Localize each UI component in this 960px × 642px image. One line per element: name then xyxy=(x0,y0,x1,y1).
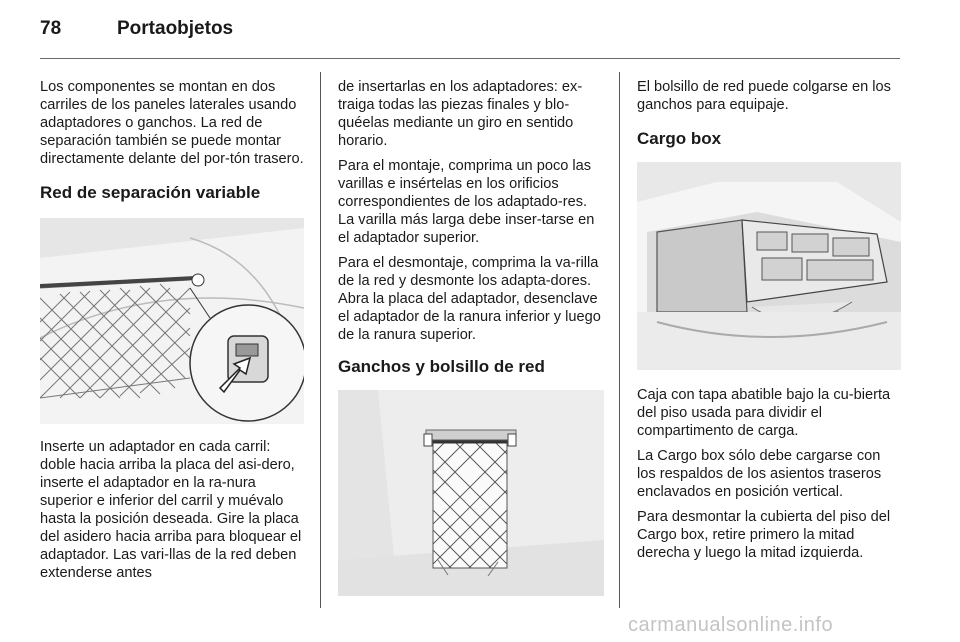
page-number: 78 xyxy=(40,18,62,39)
column-3 xyxy=(637,78,901,569)
paragraph: El bolsillo de red puede colgarse en los ganchos para equipaje. xyxy=(637,79,891,113)
column-divider xyxy=(320,72,321,608)
paragraph: Para el montaje, comprima un poco las varillas e insértelas en los orificios correspondientes de los adaptado-res. La varilla más larga debe inser-tarse en el adaptador superior. xyxy=(338,158,595,246)
paragraph: Inserte un adaptador en cada carril: doble hacia arriba la placa del asi-dero, inserte el adaptador en la ra-nura superior e inferior del carril y muévalo hasta la posición deseada. Gire la placa del asidero hacia arriba para bloquear el adaptador. Las vari-llas de la red deben extenderse antes xyxy=(40,439,302,581)
column-divider xyxy=(619,72,620,608)
figure-cargo-box xyxy=(637,162,901,370)
paragraph: Caja con tapa abatible bajo la cu-bierta del piso usada para dividir el compartimento de carga. xyxy=(637,387,891,439)
watermark: carmanualsonline.info xyxy=(628,614,834,636)
paragraph: Los componentes se montan en dos carriles de los paneles laterales usando adaptadores o ganchos. La red de separación también se puede montar directamente delante del por-tón trasero. xyxy=(40,79,304,167)
column-2 xyxy=(338,78,606,596)
paragraph: Para desmontar la cubierta del piso del Cargo box, retire primero la mitad derecha y luego la mitad izquierda. xyxy=(637,509,891,561)
paragraph: Para el desmontaje, comprima la va-rilla de la red y desmonte los adapta-dores. Abra la placa del adaptador, desenclave el adaptador de la ranura inferior y luego de la ranura superior. xyxy=(338,255,601,343)
paragraph: La Cargo box sólo debe cargarse con los respaldos de los asientos traseros enclavados en posición vertical. xyxy=(637,448,882,500)
header-divider xyxy=(40,58,900,59)
column-1 xyxy=(40,78,306,589)
heading-variable-net: Red de separación variable xyxy=(40,183,261,202)
heading-cargo-box: Cargo box xyxy=(637,129,722,148)
figure-net-pocket xyxy=(338,390,604,596)
paragraph: de insertarlas en los adaptadores: ex-traiga todas las piezas finales y blo-quéelas mediante un giro en sentido horario. xyxy=(338,79,583,149)
heading-hooks-net-pocket: Ganchos y bolsillo de red xyxy=(338,357,545,376)
page-title: Portaobjetos xyxy=(117,18,234,39)
figure-net-adapter xyxy=(40,218,304,424)
